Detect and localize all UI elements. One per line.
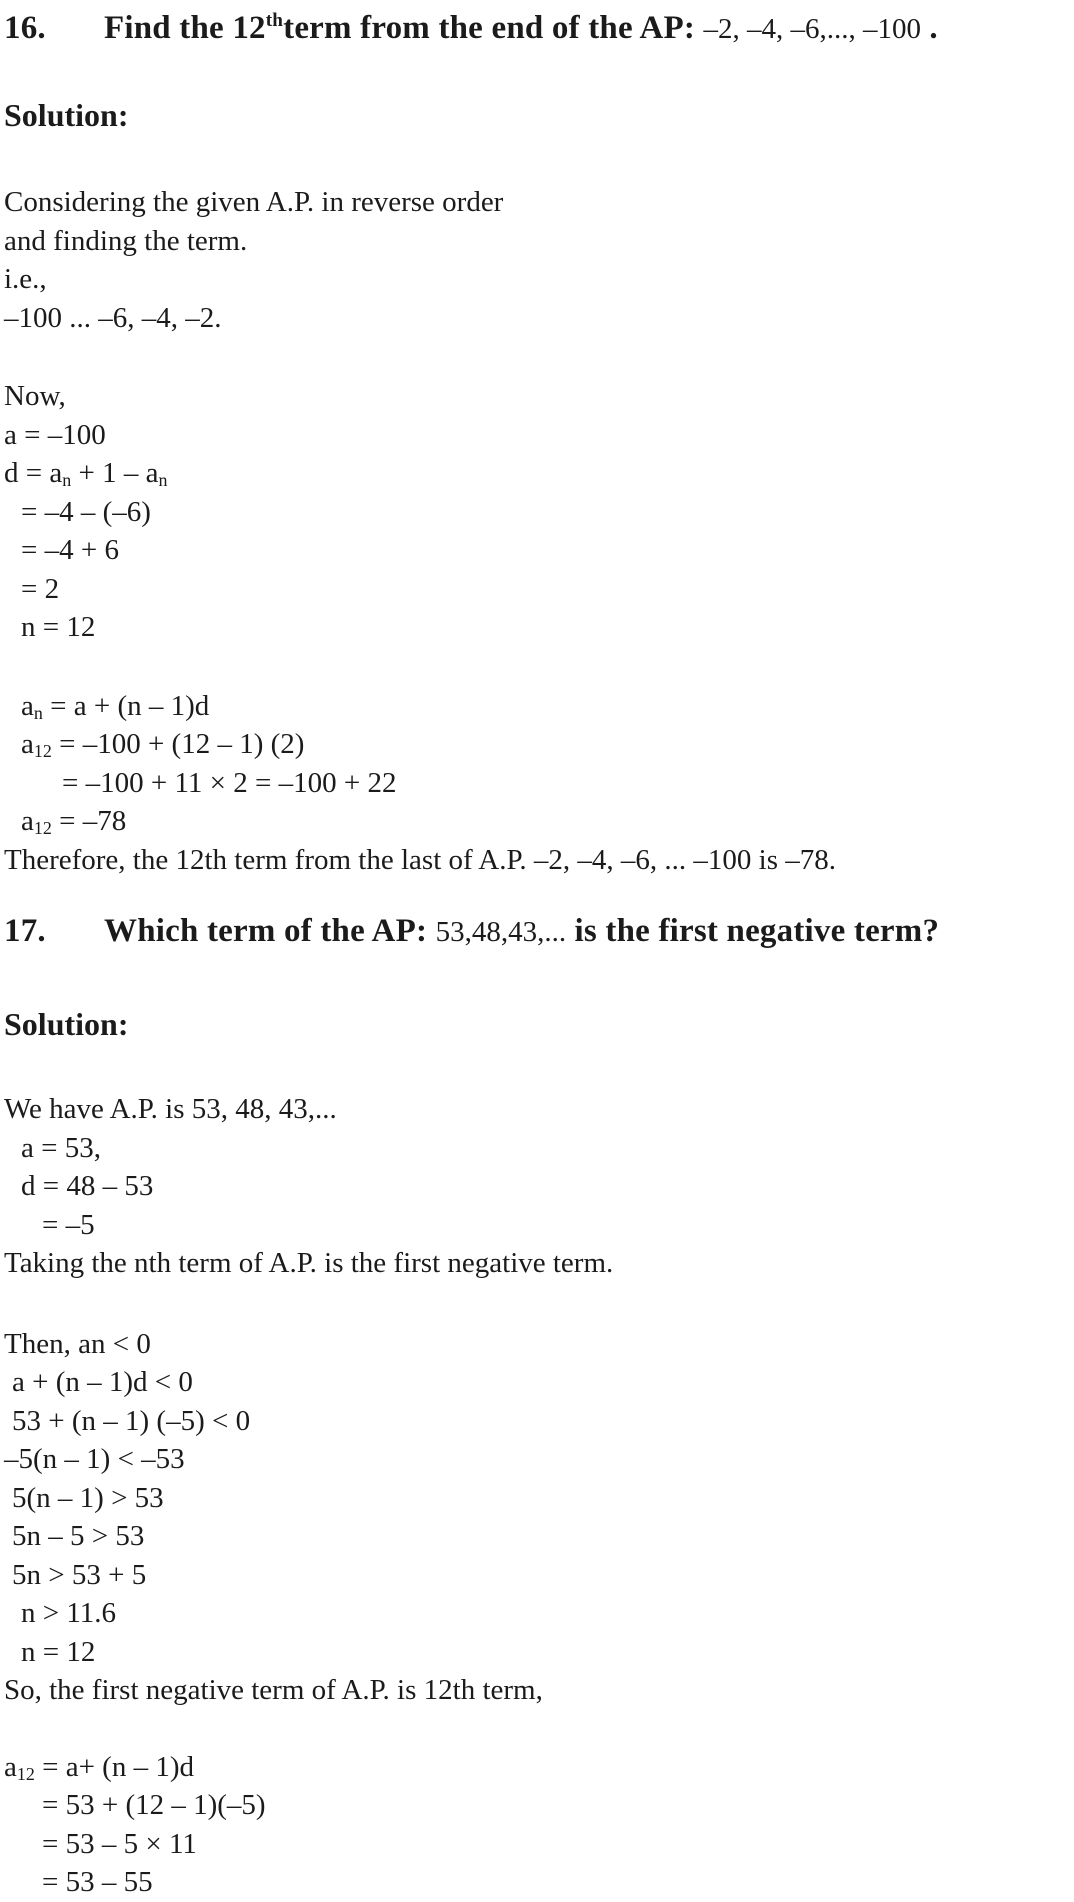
heading-segment: term from the end of the AP: xyxy=(283,10,704,46)
solution-line: Therefore, the 12th term from the last of A.P. –2, –4, –6, ... –100 is –78. xyxy=(4,843,837,876)
question-16-paragraph-2 xyxy=(4,377,1068,647)
heading-segment: –2, –4, –6,..., –100 xyxy=(703,13,921,45)
solution-line: a = –100 xyxy=(4,418,106,451)
solution-line: n = 12 xyxy=(21,1635,96,1668)
solution-line: Now, xyxy=(4,380,66,412)
solution-line: $a_{12} = -78$ xyxy=(21,805,127,838)
solution-line: a + (n – 1)d < 0 xyxy=(12,1366,193,1398)
solution-line: and finding the term. xyxy=(4,224,248,257)
solution-line: $a_n = a + (n - 1)d$ xyxy=(21,689,210,723)
solution-line: 5(n – 1) > 53 xyxy=(12,1481,164,1514)
question-17-paragraph-3 xyxy=(4,1748,1068,1902)
heading-segment: th xyxy=(265,10,284,31)
solution-line: n > 11.6 xyxy=(21,1597,117,1629)
heading-segment: is the first negative term? xyxy=(566,913,940,949)
solution-line: $a_{12} = -100 + (12 - 1)$ (2) xyxy=(21,728,305,761)
solution-line: = 53 + (12 – 1)(–5) xyxy=(42,1789,266,1821)
question-16-section xyxy=(4,8,1068,879)
solution-line: n = 12 xyxy=(21,611,96,643)
solution-line: –100 ... –6, –4, –2. xyxy=(4,301,222,334)
solution-line: $d = a_n + 1 - a_n$ xyxy=(4,457,168,490)
solution-line: = 53 – 5 × 11 xyxy=(42,1827,197,1860)
question-17-heading xyxy=(4,911,1068,952)
heading-segment: Which term of the AP: xyxy=(104,913,436,949)
question-16-heading xyxy=(4,8,1068,49)
solution-line: = –5 xyxy=(42,1208,95,1241)
solution-line: = –4 – (–6) xyxy=(21,495,151,528)
solution-line: = –100 + 11 × 2 = –100 + 22 xyxy=(62,766,397,799)
question-16-paragraph-3 xyxy=(4,687,1068,880)
solution-line: So, the first negative term of A.P. is 12th term, xyxy=(4,1674,543,1706)
subscript: 12 xyxy=(33,740,52,761)
question-16-paragraph-1 xyxy=(4,183,1068,337)
question-17-section xyxy=(4,911,1068,1902)
solution-line: 53 + (n – 1) (–5) < 0 xyxy=(12,1404,251,1437)
question-17-solution-label: Solution: xyxy=(4,1006,129,1042)
subscript: 12 xyxy=(16,1763,35,1784)
solution-line: Considering the given A.P. in reverse order xyxy=(4,186,504,218)
question-16-title xyxy=(104,8,938,49)
solution-line: 5n – 5 > 53 xyxy=(12,1520,145,1552)
question-16-solution-label: Solution: xyxy=(4,97,129,133)
subscript: n xyxy=(158,469,168,490)
subscript: n xyxy=(33,702,43,723)
solution-line: We have A.P. is 53, 48, 43,... xyxy=(4,1093,337,1125)
solution-line: i.e., xyxy=(4,263,47,295)
solution-line: = 2 xyxy=(21,572,60,605)
solution-line: a = 53, xyxy=(21,1131,101,1164)
question-17-paragraph-2 xyxy=(4,1325,1068,1710)
solution-line: 5n > 53 + 5 xyxy=(12,1558,147,1591)
subscript: 12 xyxy=(33,817,52,838)
solution-line: = 53 – 55 xyxy=(42,1866,153,1898)
question-17-paragraph-1 xyxy=(4,1090,1068,1283)
question-16-number: 16. xyxy=(4,10,46,46)
question-17-title xyxy=(104,911,939,952)
solution-line: –5(n – 1) < –53 xyxy=(4,1443,185,1475)
heading-segment: 53,48,43,... xyxy=(435,916,567,948)
solution-line: Taking the nth term of A.P. is the first negative term. xyxy=(4,1247,614,1279)
solution-line: Then, an < 0 xyxy=(4,1327,151,1360)
heading-segment: Find the 12 xyxy=(104,10,266,46)
solution-line: d = 48 – 53 xyxy=(21,1170,154,1202)
subscript: n xyxy=(62,469,72,490)
solution-line: $a_{12} = a+ (n - 1)d$ xyxy=(4,1750,194,1784)
heading-segment: . xyxy=(920,10,938,46)
question-17-number: 17. xyxy=(4,913,46,949)
solution-line: = –4 + 6 xyxy=(21,534,119,566)
